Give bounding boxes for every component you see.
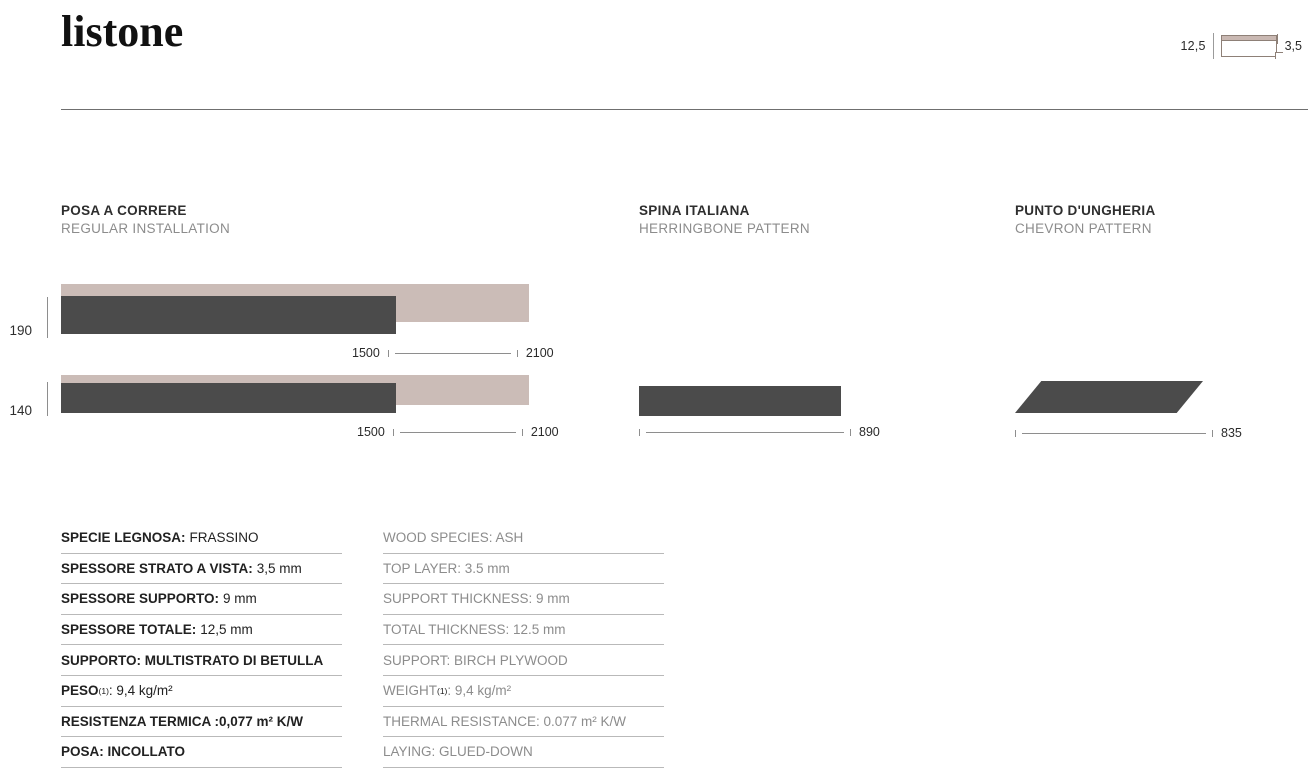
spec-label: SPESSORE STRATO A VISTA:: [61, 560, 253, 576]
dimension-cap-right: [1212, 430, 1213, 437]
dimension-row-140: [357, 425, 559, 439]
spec-label: SPECIE LEGNOSA:: [61, 530, 186, 546]
spec-value: : 9,4 kg/m²: [108, 683, 173, 699]
spec-value: FRASSINO: [189, 530, 259, 546]
row-width-tick: [47, 297, 48, 338]
spec-row: [383, 584, 664, 615]
spec-value: 9 mm: [223, 591, 257, 607]
spec-row: [61, 737, 342, 768]
spec-label: RESISTENZA TERMICA :0,077 m² K/W: [61, 713, 304, 729]
dimension-long-190: 2100: [525, 346, 554, 360]
spec-label: LAYING: GLUED-DOWN: [383, 744, 533, 760]
spec-row: [383, 737, 664, 768]
spec-footnote-marker: (1): [437, 685, 448, 696]
spec-row: [383, 676, 664, 707]
legend-divider: [1213, 33, 1214, 59]
spec-label: SPESSORE TOTALE:: [61, 622, 197, 638]
dimension-line-190: [395, 353, 511, 354]
section-heading-chevron: [1015, 202, 1156, 238]
spec-label: TOTAL THICKNESS: 12.5 mm: [383, 622, 566, 638]
section-title-it: PUNTO D'UNGHERIA: [1015, 203, 1156, 218]
row-width-tick: [47, 382, 48, 416]
spec-value: 3,5 mm: [256, 560, 302, 576]
dimension-line-chevron: [1022, 433, 1206, 434]
spec-label: WEIGHT: [383, 683, 437, 699]
section-heading-herringbone: [639, 202, 810, 238]
row-width-label-190: 190: [9, 323, 32, 338]
dimension-cap-right: [517, 350, 518, 357]
dimension-short-140: 1500: [357, 425, 385, 439]
profile-tick: [1277, 34, 1278, 44]
spec-row: [383, 615, 664, 646]
spec-label: SUPPORT THICKNESS: 9 mm: [383, 591, 570, 607]
dimension-short-190: 1500: [352, 346, 380, 360]
spec-label: THERMAL RESISTANCE: 0.077 m² K/W: [383, 713, 627, 729]
thickness-top-layer-value: 3,5: [1284, 39, 1302, 53]
dimension-row-chevron: [1015, 426, 1242, 440]
section-title-en: HERRINGBONE PATTERN: [639, 221, 810, 236]
dimension-cap-left: [388, 350, 389, 357]
dimension-long-140: 2100: [530, 425, 559, 439]
spec-label: TOP LAYER: 3.5 mm: [383, 560, 510, 576]
spec-row: [61, 707, 342, 738]
section-title-it: POSA A CORRERE: [61, 203, 187, 218]
spec-row: [383, 645, 664, 676]
dimension-row-190: [352, 346, 554, 360]
dimension-row-herringbone: [639, 425, 880, 439]
dimension-cap-right: [850, 429, 851, 436]
spec-row: [61, 523, 342, 554]
profile-notch: [1275, 52, 1283, 59]
dimension-chevron: 835: [1221, 426, 1242, 440]
profile-support: [1221, 41, 1277, 57]
plank-herringbone: [639, 386, 841, 416]
spec-value: : 9,4 kg/m²: [447, 683, 512, 699]
spec-label: POSA: INCOLLATO: [61, 744, 185, 760]
header-divider: [61, 109, 1308, 110]
dimension-cap-left: [639, 429, 640, 436]
dimension-cap-right: [522, 429, 523, 436]
plank-short-140: [61, 383, 396, 413]
spec-table-english: [383, 523, 664, 768]
spec-value: 12,5 mm: [200, 622, 253, 638]
plank-short-190: [61, 296, 396, 334]
page-title: listone: [61, 7, 184, 56]
spec-footnote-marker: (1): [98, 685, 109, 696]
row-width-label-140: 140: [9, 403, 32, 418]
spec-row: [383, 554, 664, 585]
spec-row: [61, 645, 342, 676]
spec-row: [61, 584, 342, 615]
spec-label: PESO: [61, 683, 99, 699]
thickness-total-value: 12,5: [1180, 39, 1206, 53]
spec-row: [383, 523, 664, 554]
dimension-herringbone: 890: [859, 425, 880, 439]
thickness-legend: [1180, 28, 1302, 64]
dimension-line-140: [400, 432, 516, 433]
spec-row: [61, 676, 342, 707]
section-title-en: CHEVRON PATTERN: [1015, 221, 1152, 236]
plank-profile-icon: [1221, 33, 1283, 59]
section-title-it: SPINA ITALIANA: [639, 203, 750, 218]
dimension-line-herringbone: [646, 432, 844, 433]
dimension-cap-left: [1015, 430, 1016, 437]
spec-row: [61, 554, 342, 585]
spec-label: SUPPORTO: MULTISTRATO DI BETULLA: [61, 652, 324, 668]
spec-label: SUPPORT: BIRCH PLYWOOD: [383, 652, 568, 668]
section-title-en: REGULAR INSTALLATION: [61, 221, 231, 236]
spec-label: WOOD SPECIES: ASH: [383, 530, 524, 546]
spec-table-italian: [61, 523, 342, 768]
section-heading-regular: [61, 202, 230, 238]
spec-label: SPESSORE SUPPORTO:: [61, 591, 220, 607]
dimension-cap-left: [393, 429, 394, 436]
spec-row: [383, 707, 664, 738]
spec-row: [61, 615, 342, 646]
plank-chevron: [1015, 381, 1203, 413]
